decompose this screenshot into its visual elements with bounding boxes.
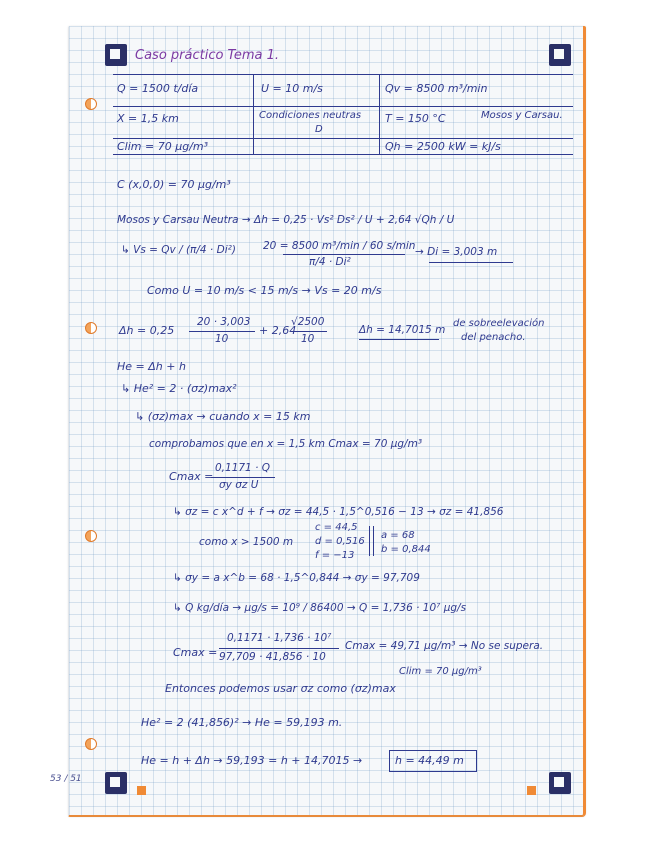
line-cmax-denominator: σy σz U: [219, 479, 259, 491]
line-coef-c: c = 44,5: [315, 522, 358, 533]
fraction-bar: [211, 477, 275, 478]
line-rise-denominator: 10: [215, 333, 229, 345]
line-final: He = h + Δh → 59,193 = h + 14,7015 →: [141, 754, 363, 767]
line-unit-conversion: ↳ Q kg/día → µg/s = 10⁹ / 86400 → Q = 1,736 · 10⁷ µg/s: [173, 602, 467, 614]
table-top-line: [113, 74, 573, 75]
line-velocity-value: 20 = 8500 m³/min / 60 s/min: [263, 240, 416, 252]
given-stability: Condiciones neutras: [259, 110, 362, 121]
line-holland-formula: Mosos y Carsau Neutra → Δh = 0,25 · Vs² Ds² / U + 2,64 √Qh / U: [117, 214, 455, 226]
line-rise-result: Δh = 14,7015 m: [359, 324, 446, 336]
line-clim: Clim = 70 µg/m³: [399, 666, 482, 677]
line-velocity-formula: ↳ Vs = Qv / (π/4 · Di²): [121, 244, 236, 256]
line-rise-label: Δh = 0,25: [119, 324, 175, 337]
binder-hole: [85, 322, 97, 334]
fraction-bar: [219, 648, 339, 649]
line-rise-numerator: 20 · 3,003: [197, 316, 251, 328]
binder-hole: [85, 98, 97, 110]
binder-hole: [85, 530, 97, 542]
line-cmax2-denominator: 97,709 · 41,856 · 10: [219, 651, 326, 663]
page-title: Caso práctico Tema 1.: [135, 48, 280, 63]
line-rise-note: de sobreelevación: [453, 318, 545, 329]
line-cmax2-numerator: 0,1171 · 1,736 · 10⁷: [227, 632, 332, 644]
given-temperature: T = 150 °C: [385, 112, 446, 125]
line-conclusion: Entonces podemos usar σz como (σz)max: [165, 682, 396, 695]
fraction-bar: [189, 331, 255, 332]
table-line: [113, 138, 573, 139]
given-limit: Clim = 70 µg/m³: [117, 140, 209, 153]
result-underline: [429, 262, 513, 263]
line-cmax-numerator: 0,1171 · Q: [215, 462, 271, 474]
table-bottom-line: [113, 154, 573, 155]
result-underline: [359, 339, 439, 340]
given-volume-flow: Qv = 8500 m³/min: [385, 82, 488, 95]
coef-divider: [369, 526, 370, 556]
line-check: comprobamos que en x = 1,5 km Cmax = 70 µg/m³: [149, 438, 423, 450]
line-concentration: C (x,0,0) = 70 µg/m³: [117, 178, 231, 191]
line-coef-a: a = 68: [381, 530, 415, 541]
line-cmax2-result: Cmax = 49,71 µg/m³ → No se supera.: [345, 640, 544, 652]
given-heat-flow: Qh = 2500 kW = kJ/s: [385, 140, 501, 153]
given-flow-mass: Q = 1500 t/día: [117, 82, 199, 95]
line-rise-sqrt-denominator: 10: [301, 333, 315, 345]
binder-hole: [85, 738, 97, 750]
line-coef-b: b = 0,844: [381, 544, 431, 555]
fraction-bar: [283, 254, 405, 255]
given-distance: X = 1,5 km: [117, 112, 179, 125]
line-rise-sqrt: √2500: [291, 316, 325, 328]
orange-corner-square: [137, 786, 146, 795]
given-formula-name: Mosos y Carsau.: [481, 110, 563, 121]
notebook-logo-icon: [549, 772, 571, 794]
table-line: [113, 106, 573, 107]
line-he-squared: He² = 2 (41,856)² → He = 59,193 m.: [141, 716, 343, 729]
coef-divider: [373, 526, 374, 556]
line-rise-note-2: del penacho.: [461, 332, 526, 343]
notebook-logo-icon: [105, 44, 127, 66]
notebook-logo-icon: [549, 44, 571, 66]
orange-corner-square: [527, 786, 536, 795]
line-sigma-z: ↳ σz = c x^d + f → σz = 44,5 · 1,5^0,516 − 13 → σz = 41,856: [173, 506, 504, 518]
given-stability-class: D: [315, 124, 323, 135]
fraction-bar: [291, 331, 327, 332]
table-divider: [379, 74, 380, 154]
notebook-logo-icon: [105, 772, 127, 794]
notebook-page: [68, 26, 586, 817]
margin-note: 53 / 51: [50, 774, 82, 784]
line-cmax-label: Cmax =: [169, 470, 214, 483]
final-answer: h = 44,49 m: [395, 754, 464, 767]
line-coef-f: f = −13: [315, 550, 355, 561]
given-wind-speed: U = 10 m/s: [261, 82, 323, 95]
line-diameter-result: → Di = 3,003 m: [415, 246, 498, 258]
line-velocity-denominator: π/4 · Di²: [309, 256, 351, 268]
line-cmax2-label: Cmax =: [173, 646, 218, 659]
line-condition: como x > 1500 m: [199, 536, 294, 548]
line-rise-plus: + 2,64: [259, 324, 297, 337]
line-sigma-y: ↳ σy = a x^b = 68 · 1,5^0,844 → σy = 97,709: [173, 572, 420, 584]
line-sigma-max: ↳ (σz)max → cuando x = 15 km: [135, 410, 311, 423]
line-coef-d: d = 0,516: [315, 536, 365, 547]
table-divider: [253, 74, 254, 154]
line-exit-velocity: Como U = 10 m/s < 15 m/s → Vs = 20 m/s: [147, 284, 382, 297]
line-effective-height: He = Δh + h: [117, 360, 186, 373]
line-effective-height-sq: ↳ He² = 2 · (σz)max²: [121, 382, 237, 395]
